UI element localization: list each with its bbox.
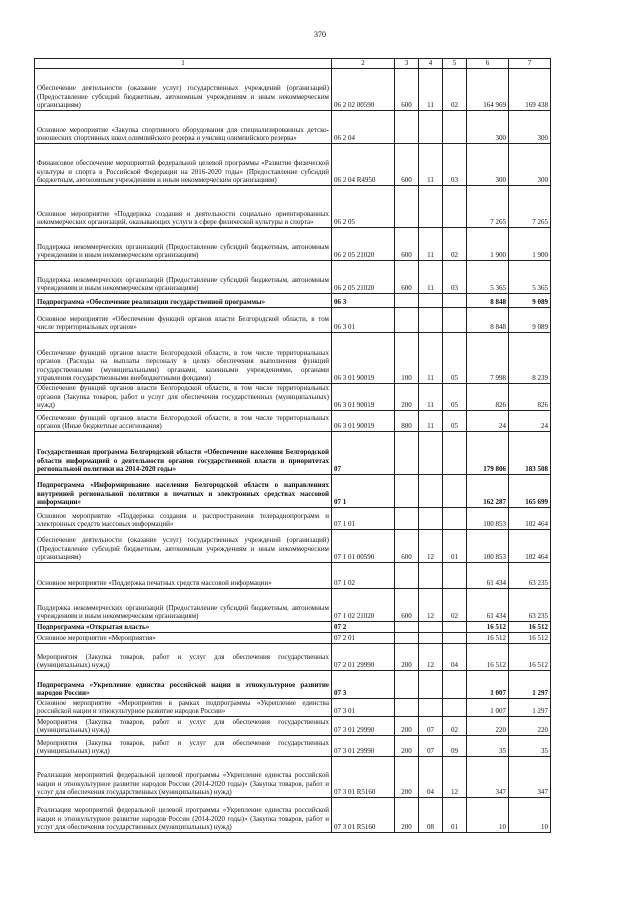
header-col-6: 6 xyxy=(467,59,509,69)
table-cell-code: 06 3 01 90019 xyxy=(332,384,395,411)
table-cell-col5: 02 xyxy=(443,69,467,111)
table-row xyxy=(35,529,551,562)
table-cell-value7: 102 464 xyxy=(509,507,551,529)
table-cell-col3: 600 xyxy=(395,588,419,621)
table-cell-name: Основное мероприятие «Закупка спортивного оборудования для специализированных детско-юношеских спортивных школ олимпийского резерва и училищ олимпийского резерва» xyxy=(35,111,332,144)
table-cell-name: Основное мероприятие «Поддержка создания и распространения телерадиопрограмм и электронных средств массовых информаций» xyxy=(35,507,332,529)
table-cell-code: 06 3 xyxy=(332,294,395,308)
table-cell-name: Подпрограмма «Обеспечение реализации государственной программы» xyxy=(35,294,332,308)
table-row xyxy=(35,333,551,384)
table-cell-col3: 200 xyxy=(395,756,419,797)
table-cell-code: 06 3 01 xyxy=(332,308,395,333)
table-row xyxy=(35,562,551,588)
table-cell-col4 xyxy=(419,507,443,529)
table-cell-col4: 11 xyxy=(419,144,443,186)
table-cell-value6: 1 007 xyxy=(467,670,509,698)
table-row xyxy=(35,716,551,735)
table-cell-value6: 5 365 xyxy=(467,261,509,294)
table-cell-value6: 8 848 xyxy=(467,294,509,308)
table-cell-name: Поддержка некоммерческих организаций (Предоставление субсидий бюджетным, автономным учреждениям и иным некоммерческим организациям) xyxy=(35,588,332,621)
table-cell-col3 xyxy=(395,186,419,228)
table-cell-col5: 02 xyxy=(443,228,467,261)
table-cell-name: Основное мероприятие «Мероприятия в рамках подпрограммы «Укрепление единства российской нации и этнокультурное развитие народов России» xyxy=(35,698,332,716)
table-row xyxy=(35,474,551,507)
table-cell-value7: 826 xyxy=(509,384,551,411)
table-cell-name: Поддержка некоммерческих организаций (Предоставление субсидий бюджетным, автономным учреждениям и иным некоммерческим организациям) xyxy=(35,261,332,294)
table-cell-col3 xyxy=(395,621,419,632)
table-cell-value6: 10 xyxy=(467,797,509,832)
budget-table xyxy=(34,58,551,833)
table-cell-value7: 1 297 xyxy=(509,698,551,716)
table-cell-value6: 826 xyxy=(467,384,509,411)
table-cell-name: Обеспечение функций органов власти Белгородской области, в том числе территориальных органов (Иные бюджетные ассигнования) xyxy=(35,410,332,431)
table-cell-col4: 11 xyxy=(419,410,443,431)
table-cell-col5 xyxy=(443,474,467,507)
table-row xyxy=(35,261,551,294)
table-cell-name: Подпрограмма «Информирование населения Белгородской области о направлениях внутренней региональной политики в печатных и электронных средствах массовой информации» xyxy=(35,474,332,507)
table-cell-value6: 220 xyxy=(467,716,509,735)
table-cell-value7: 16 512 xyxy=(509,643,551,670)
table-cell-name: Реализация мероприятий федеральной целевой программы «Укрепление единства российской нации и этнокультурное развитие народов России (2014-2020 годы)» (Закупка товаров, работ и услуг для обеспечения государственных (муниципальных) нужд) xyxy=(35,756,332,797)
table-cell-col3: 600 xyxy=(395,529,419,562)
table-cell-value7: 300 xyxy=(509,111,551,144)
table-cell-col5 xyxy=(443,632,467,643)
table-cell-col5 xyxy=(443,431,467,474)
table-cell-col5: 05 xyxy=(443,410,467,431)
table-cell-col3 xyxy=(395,632,419,643)
table-cell-name: Подпрограмма «Укрепление единства российской нации и этнокультурное развитие народов России» xyxy=(35,670,332,698)
table-row xyxy=(35,294,551,308)
table-cell-value6: 16 512 xyxy=(467,632,509,643)
table-body xyxy=(35,69,551,833)
table-row xyxy=(35,588,551,621)
table-cell-value7: 10 xyxy=(509,797,551,832)
header-col-2: 2 xyxy=(332,59,395,69)
table-cell-col4 xyxy=(419,111,443,144)
table-cell-value7: 347 xyxy=(509,756,551,797)
table-row xyxy=(35,186,551,228)
table-cell-code: 06 2 02 00590 xyxy=(332,69,395,111)
table-row xyxy=(35,69,551,111)
table-cell-code: 07 2 01 29990 xyxy=(332,643,395,670)
header-col-7: 7 xyxy=(509,59,551,69)
table-cell-code: 06 2 05 21020 xyxy=(332,228,395,261)
table-cell-col3 xyxy=(395,308,419,333)
header-col-1: 1 xyxy=(35,59,332,69)
table-cell-value7: 1 900 xyxy=(509,228,551,261)
table-cell-value7: 63 235 xyxy=(509,588,551,621)
table-cell-col3: 800 xyxy=(395,410,419,431)
table-cell-col4: 08 xyxy=(419,797,443,832)
table-cell-col5: 09 xyxy=(443,735,467,756)
table-cell-code: 07 1 01 xyxy=(332,507,395,529)
table-cell-value7: 1 297 xyxy=(509,670,551,698)
table-cell-col5: 12 xyxy=(443,756,467,797)
table-cell-col4: 11 xyxy=(419,333,443,384)
table-cell-col4 xyxy=(419,632,443,643)
table-cell-value7: 16 512 xyxy=(509,621,551,632)
table-cell-col5 xyxy=(443,698,467,716)
table-cell-col4: 07 xyxy=(419,716,443,735)
table-cell-col4: 11 xyxy=(419,228,443,261)
table-cell-name: Мероприятия (Закупка товаров, работ и услуг для обеспечения государственных (муниципальных) нужд) xyxy=(35,716,332,735)
table-row xyxy=(35,621,551,632)
table-cell-value7: 35 xyxy=(509,735,551,756)
table-cell-col4 xyxy=(419,431,443,474)
table-cell-col4: 07 xyxy=(419,735,443,756)
table-cell-col4 xyxy=(419,670,443,698)
table-cell-value6: 162 287 xyxy=(467,474,509,507)
table-cell-code: 07 3 01 xyxy=(332,698,395,716)
table-cell-name: Подпрограмма «Открытая власть» xyxy=(35,621,332,632)
table-row xyxy=(35,756,551,797)
table-cell-value7: 9 089 xyxy=(509,308,551,333)
table-cell-col5: 03 xyxy=(443,261,467,294)
table-cell-value6: 1 900 xyxy=(467,228,509,261)
table-cell-col4 xyxy=(419,186,443,228)
table-cell-name: Обеспечение деятельности (оказание услуг) государственных учреждений (организаций) (Предоставление субсидий бюджетным, автономным учреждениям и иным некоммерческим организациям) xyxy=(35,529,332,562)
table-cell-name: Финансовое обеспечение мероприятий федеральной целевой программы «Развитие физической культуры и спорта в Российской Федерации на 2016-2020 годы» (Предоставление субсидий бюджетным, автономным учреждениям и иным некоммерческим организациям) xyxy=(35,144,332,186)
table-row xyxy=(35,144,551,186)
table-cell-code: 06 2 05 xyxy=(332,186,395,228)
table-cell-value6: 7 998 xyxy=(467,333,509,384)
table-cell-code: 07 3 01 29990 xyxy=(332,735,395,756)
table-cell-name: Государственная программа Белгородской области «Обеспечение населения Белгородской области информацией о деятельности органов государственной власти и приоритетах региональной политики на 2014-2020 годы» xyxy=(35,431,332,474)
table-cell-name: Основное мероприятие «Поддержка создания и деятельности социально ориентированных некоммерческих организаций, оказывающих услуги в сфере физической культуры и спорта» xyxy=(35,186,332,228)
table-cell-col4: 11 xyxy=(419,384,443,411)
table-row xyxy=(35,431,551,474)
table-cell-col4 xyxy=(419,308,443,333)
table-cell-col5: 03 xyxy=(443,144,467,186)
page-number: 370 xyxy=(314,30,326,39)
table-cell-col4 xyxy=(419,294,443,308)
header-row xyxy=(35,59,551,69)
table-cell-value6: 347 xyxy=(467,756,509,797)
table-cell-code: 07 1 xyxy=(332,474,395,507)
table-cell-col5: 04 xyxy=(443,643,467,670)
table-cell-name: Основное мероприятие «Обеспечение функций органов власти Белгородской области, в том числе территориальных органов» xyxy=(35,308,332,333)
header-col-5: 5 xyxy=(443,59,467,69)
table-cell-value6: 100 853 xyxy=(467,507,509,529)
table-cell-col3: 200 xyxy=(395,735,419,756)
table-cell-col5 xyxy=(443,507,467,529)
table-cell-col3 xyxy=(395,698,419,716)
table-cell-value6: 61 434 xyxy=(467,588,509,621)
table-cell-col4: 04 xyxy=(419,756,443,797)
table-cell-name: Обеспечение функций органов власти Белгородской области, в том числе территориальных органов (Расходы на выплаты персоналу в целях обеспечения выполнения функций государственными (муниципальными) органами, казенными учреждениями, органами управления государственными внебюджетными фондами) xyxy=(35,333,332,384)
table-cell-col3: 200 xyxy=(395,797,419,832)
table-cell-value7: 300 xyxy=(509,144,551,186)
table-cell-value6: 16 512 xyxy=(467,643,509,670)
table-cell-value6: 61 434 xyxy=(467,562,509,588)
table-row xyxy=(35,797,551,832)
table-cell-col5 xyxy=(443,562,467,588)
table-cell-code: 06 3 01 90019 xyxy=(332,333,395,384)
table-cell-col4: 12 xyxy=(419,643,443,670)
table-cell-code: 06 3 01 90019 xyxy=(332,410,395,431)
table-cell-value7: 165 699 xyxy=(509,474,551,507)
table-cell-col5: 05 xyxy=(443,384,467,411)
table-cell-col5 xyxy=(443,111,467,144)
table-cell-col4: 12 xyxy=(419,588,443,621)
table-cell-col4 xyxy=(419,562,443,588)
table-row xyxy=(35,228,551,261)
table-cell-code: 07 3 xyxy=(332,670,395,698)
table-cell-col5 xyxy=(443,621,467,632)
table-cell-col3 xyxy=(395,111,419,144)
table-row xyxy=(35,507,551,529)
table-cell-col4: 11 xyxy=(419,261,443,294)
table-cell-col3: 600 xyxy=(395,261,419,294)
table-cell-value6: 300 xyxy=(467,144,509,186)
table-cell-value7: 102 464 xyxy=(509,529,551,562)
table-row xyxy=(35,735,551,756)
table-cell-col4 xyxy=(419,621,443,632)
table-cell-value7: 63 235 xyxy=(509,562,551,588)
table-cell-col3 xyxy=(395,474,419,507)
table-row xyxy=(35,308,551,333)
table-cell-col5: 01 xyxy=(443,529,467,562)
table-cell-code: 07 1 02 xyxy=(332,562,395,588)
table-cell-col3 xyxy=(395,431,419,474)
table-cell-value7: 183 508 xyxy=(509,431,551,474)
table-cell-col3 xyxy=(395,670,419,698)
table-cell-col3: 600 xyxy=(395,144,419,186)
table-row xyxy=(35,410,551,431)
table-cell-value7: 8 239 xyxy=(509,333,551,384)
table-cell-value6: 7 265 xyxy=(467,186,509,228)
table-cell-code: 07 xyxy=(332,431,395,474)
table-cell-name: Основное мероприятие «Поддержка печатных средств массовой информации» xyxy=(35,562,332,588)
table-cell-code: 06 2 04 xyxy=(332,111,395,144)
table-cell-value7: 9 089 xyxy=(509,294,551,308)
table-cell-col5: 01 xyxy=(443,797,467,832)
table-cell-value6: 1 007 xyxy=(467,698,509,716)
table-row xyxy=(35,670,551,698)
table-cell-code: 07 3 01 R5160 xyxy=(332,797,395,832)
table-cell-value6: 179 806 xyxy=(467,431,509,474)
table-cell-value6: 35 xyxy=(467,735,509,756)
table-cell-value7: 5 365 xyxy=(509,261,551,294)
table-cell-value7: 169 438 xyxy=(509,69,551,111)
table-cell-value6: 164 969 xyxy=(467,69,509,111)
table-cell-code: 06 2 04 R4950 xyxy=(332,144,395,186)
table-cell-name: Обеспечение деятельности (оказание услуг) государственных учреждений (организаций) (Предоставление субсидий бюджетным, автономным учреждениям и иным некоммерческим организациям) xyxy=(35,69,332,111)
table-cell-col5 xyxy=(443,308,467,333)
table-cell-col4: 12 xyxy=(419,529,443,562)
table-cell-value7: 16 512 xyxy=(509,632,551,643)
table-cell-value6: 100 853 xyxy=(467,529,509,562)
table-cell-col3: 600 xyxy=(395,69,419,111)
table-cell-code: 07 2 01 xyxy=(332,632,395,643)
table-cell-col3: 600 xyxy=(395,228,419,261)
table-cell-code: 07 1 02 21020 xyxy=(332,588,395,621)
table-cell-value6: 24 xyxy=(467,410,509,431)
table-cell-col3 xyxy=(395,294,419,308)
table-row xyxy=(35,384,551,411)
table-cell-col3 xyxy=(395,507,419,529)
table-cell-code: 06 2 05 21020 xyxy=(332,261,395,294)
table-cell-code: 07 3 01 29990 xyxy=(332,716,395,735)
table-cell-code: 07 2 xyxy=(332,621,395,632)
table-cell-name: Поддержка некоммерческих организаций (Предоставление субсидий бюджетным, автономным учреждениям и иным некоммерческим организациям) xyxy=(35,228,332,261)
table-cell-name: Мероприятия (Закупка товаров, работ и услуг для обеспечения государственных (муниципальных) нужд) xyxy=(35,643,332,670)
table-cell-col3: 200 xyxy=(395,643,419,670)
table-cell-value6: 300 xyxy=(467,111,509,144)
table-cell-col5: 05 xyxy=(443,333,467,384)
table-cell-name: Основное мероприятие «Мероприятия» xyxy=(35,632,332,643)
table-cell-col5 xyxy=(443,294,467,308)
table-cell-col3: 200 xyxy=(395,384,419,411)
table-cell-code: 07 3 01 R5160 xyxy=(332,756,395,797)
table-cell-value7: 7 265 xyxy=(509,186,551,228)
table-cell-value7: 220 xyxy=(509,716,551,735)
table-cell-name: Реализация мероприятий федеральной целевой программы «Укрепление единства российской нации и этнокультурное развитие народов России (2014-2020 годы)» (Закупка товаров, работ и услуг для обеспечения государственных (муниципальных) нужд) xyxy=(35,797,332,832)
table-cell-name: Обеспечение функций органов власти Белгородской области, в том числе территориальных органов (Закупка товаров, работ и услуг для обеспечения государственных (муниципальных) нужд) xyxy=(35,384,332,411)
table-cell-col3: 200 xyxy=(395,716,419,735)
table-cell-col5 xyxy=(443,186,467,228)
table-row xyxy=(35,111,551,144)
table-row xyxy=(35,698,551,716)
table-cell-value6: 16 512 xyxy=(467,621,509,632)
table-cell-value7: 24 xyxy=(509,410,551,431)
table-cell-col4 xyxy=(419,474,443,507)
table-cell-name: Мероприятия (Закупка товаров, работ и услуг для обеспечения государственных (муниципальных) нужд) xyxy=(35,735,332,756)
header-col-3: 3 xyxy=(395,59,419,69)
table-cell-col5 xyxy=(443,670,467,698)
table-row xyxy=(35,632,551,643)
table-cell-col3: 100 xyxy=(395,333,419,384)
table-cell-col5: 02 xyxy=(443,588,467,621)
table-cell-col3 xyxy=(395,562,419,588)
table-cell-value6: 8 848 xyxy=(467,308,509,333)
table-cell-code: 07 1 01 00590 xyxy=(332,529,395,562)
header-col-4: 4 xyxy=(419,59,443,69)
table-cell-col4 xyxy=(419,698,443,716)
table-cell-col5: 02 xyxy=(443,716,467,735)
table-row xyxy=(35,643,551,670)
table-cell-col4: 11 xyxy=(419,69,443,111)
